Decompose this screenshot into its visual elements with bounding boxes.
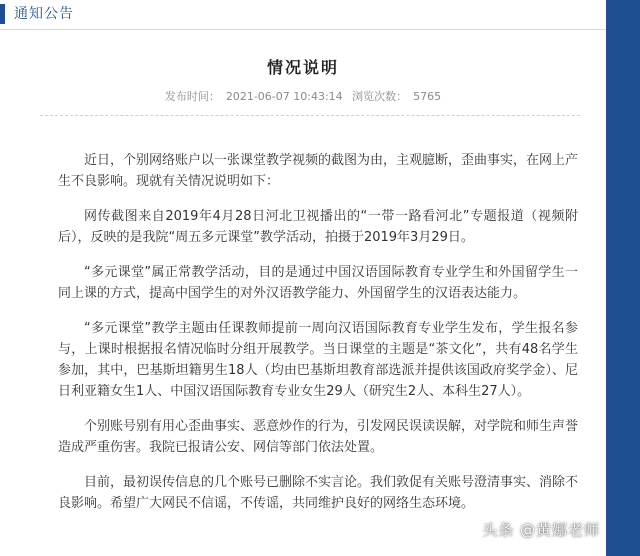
paragraph: “多元课堂”属正常教学活动，目的是通过中国汉语国际教育专业学生和外国留学生一同上课的方式，提高中国学生的对外汉语教学能力、外国留学生的汉语表达能力。 bbox=[58, 265, 578, 301]
divider bbox=[40, 115, 580, 116]
paragraph: 目前，最初误传信息的几个账号已删除不实言论。我们敦促有关账号澄清事实、消除不良影响。希望广大网民不信谣，不传谣，共同维护良好的网络生态环境。 bbox=[58, 475, 579, 511]
publish-time: 2021-06-07 10:43:14 bbox=[225, 90, 343, 103]
paragraph: 个别账号别有用心歪曲事实、恶意炒作的行为，引发网民误读误解，对学院和师生声誉造成严重伤害。我院已报请公安、网信等部门依法处置。 bbox=[58, 419, 579, 455]
paragraph: “多元课堂”教学主题由任课教师提前一周向汉语国际教育专业学生发布，学生报名参与，上课时根据报名情况临时分组开展教学。当日课堂的主题是“茶文化”，共有48名学生参加，其中，巴基斯坦籍男生18人（均由巴基斯坦教育部选派并提供该国政府奖学金）、尼日利亚籍女生1人、中国汉语国际教育专业女生29人（研究生2人、本科生27人）。 bbox=[58, 321, 578, 399]
views-label: 浏览次数： bbox=[352, 90, 408, 103]
right-side-band bbox=[606, 0, 640, 556]
article-body bbox=[58, 150, 578, 528]
paragraph: 近日，个别网络账户以一张课堂教学视频的截图为由，主观臆断，歪曲事实，在网上产生不良影响。现就有关情况说明如下： bbox=[58, 153, 579, 189]
article-title: 情况说明 bbox=[266, 58, 339, 77]
article-meta bbox=[0, 88, 606, 104]
section-title: 通知公告 bbox=[14, 6, 74, 22]
watermark: 头条 @黄娜老师 bbox=[482, 521, 600, 539]
header-accent-bar bbox=[0, 4, 5, 24]
publish-time-label: 发布时间： bbox=[164, 90, 220, 103]
paragraph: 网传截图来自2019年4月28日河北卫视播出的“一带一路看河北”专题报道（视频附后），反映的是我院“周五多元课堂”教学活动，拍摄于2019年3月29日。 bbox=[58, 209, 578, 245]
views-count: 5765 bbox=[413, 90, 442, 103]
section-header bbox=[0, 0, 606, 30]
